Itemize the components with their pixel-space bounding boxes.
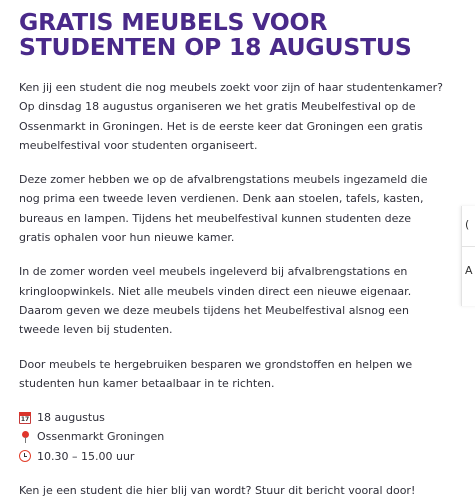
side-widget-top-char: ( — [465, 218, 470, 231]
event-date — [19, 408, 444, 427]
article-title: GRATIS MEUBELS VOOR STUDENTEN OP 18 AUGUSTUS — [19, 8, 412, 61]
side-widget[interactable] — [461, 206, 475, 306]
event-time-text: 10.30 – 15.00 uur — [37, 449, 135, 463]
article-paragraph: Ken jij een student die nog meubels zoekt voor zijn of haar studentenkamer? Op dinsdag 18 augustus organiseren we het gratis Meubelfestival op de Ossenmarkt in Groningen. Het is de eerste keer dat Groningen een gratis meubelfestival voor studenten organiseert. — [19, 81, 444, 152]
event-location-text: Ossenmarkt Groningen — [37, 430, 165, 444]
calendar-icon — [19, 412, 31, 424]
article-paragraph: Deze zomer hebben we op de afvalbrengstations meubels ingezameld die nog prima een tweede leven verdienen. Denk aan stoelen, tafels, kasten, bureaus en lampen. Tijdens het meubelfestival kunnen studenten deze gratis ophalen voor hun nieuwe kamer. — [19, 173, 428, 245]
event-date-text: 18 augustus — [37, 411, 105, 425]
article-paragraph: Door meubels te hergebruiken besparen we grondstoffen en helpen we studenten hun kamer betaalbaar in te richten. — [19, 357, 413, 390]
side-widget-divider — [462, 246, 475, 247]
article-paragraph: In de zomer worden veel meubels ingeleverd bij afvalbrengstations en kringloopwinkels. Niet alle meubels vinden direct een nieuwe eigenaar. Daarom geven we deze meubels tijdens het Meubelfestival alsnog een tweede leven bij studenten. — [19, 265, 412, 337]
article — [19, 10, 444, 500]
event-location — [19, 427, 444, 446]
side-widget-bottom-char: A — [465, 264, 473, 277]
event-details — [19, 408, 444, 466]
event-time — [19, 447, 444, 466]
clock-icon — [19, 450, 31, 462]
closing-paragraph: Ken je een student die hier blij van wordt? Stuur dit bericht vooral door! — [19, 484, 416, 498]
pin-icon — [19, 431, 31, 443]
